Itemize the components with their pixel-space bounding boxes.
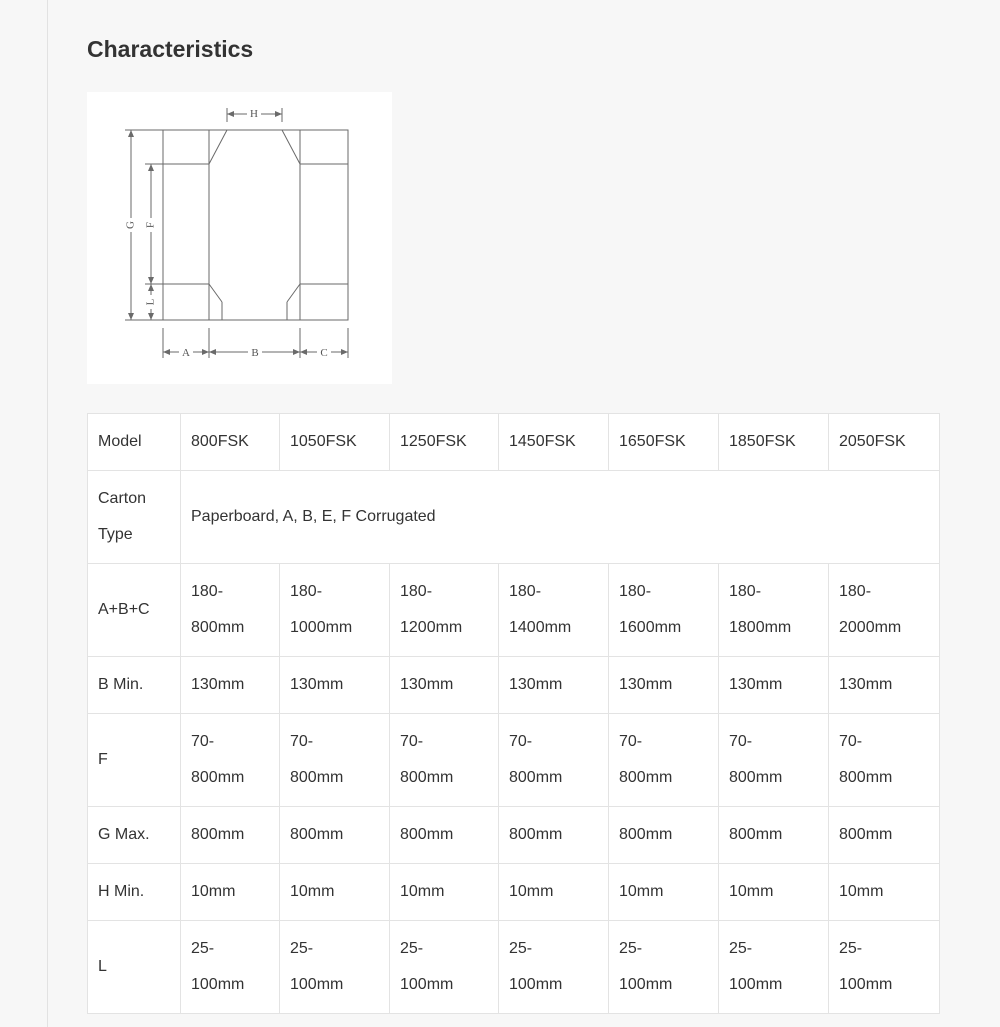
cell-text: 180- 2000mm: [839, 583, 902, 636]
table-cell: 10mm: [390, 864, 499, 921]
carton-outline: [163, 130, 348, 320]
row-label: L: [88, 921, 181, 1014]
table-cell: 800FSK: [181, 414, 280, 471]
cell-text: 25- 100mm: [729, 940, 783, 993]
cell-text: 180- 800mm: [191, 583, 245, 636]
table-row-g-max: [88, 807, 940, 864]
table-cell: 130mm: [719, 657, 829, 714]
dim-label-f: F: [144, 221, 157, 229]
table-cell: [719, 564, 829, 657]
row-label: F: [88, 714, 181, 807]
row-label: A+B+C: [88, 564, 181, 657]
table-cell: 130mm: [829, 657, 940, 714]
table-cell: [609, 714, 719, 807]
page-title: Characteristics: [87, 36, 254, 62]
table-cell: 10mm: [719, 864, 829, 921]
table-cell: 800mm: [390, 807, 499, 864]
row-label: [88, 471, 181, 564]
cell-text: 70- 800mm: [400, 733, 454, 786]
table-cell: [280, 921, 390, 1014]
table-cell: 800mm: [181, 807, 280, 864]
cell-text: 180- 1400mm: [509, 583, 572, 636]
carton-diagram-svg: [87, 92, 392, 384]
row-label: G Max.: [88, 807, 181, 864]
table-cell: 130mm: [181, 657, 280, 714]
row-label: Model: [88, 414, 181, 471]
dim-label-b: B: [251, 347, 259, 359]
cell-text: 180- 1800mm: [729, 583, 792, 636]
table-cell: [499, 714, 609, 807]
table-cell: 10mm: [280, 864, 390, 921]
cell-text: 180- 1000mm: [290, 583, 353, 636]
table-cell: [829, 714, 940, 807]
table-cell: 800mm: [609, 807, 719, 864]
row-label-text: Carton Type: [98, 490, 147, 543]
table-cell: [609, 564, 719, 657]
table-cell: [499, 564, 609, 657]
table-cell: 1850FSK: [719, 414, 829, 471]
table-cell: [719, 921, 829, 1014]
table-cell: 130mm: [390, 657, 499, 714]
table-row-h-min: [88, 864, 940, 921]
cell-text: 25- 100mm: [290, 940, 344, 993]
table-cell: [280, 714, 390, 807]
cell-text: 180- 1600mm: [619, 583, 682, 636]
table-cell: [181, 921, 280, 1014]
table-cell: [390, 564, 499, 657]
table-cell: 1250FSK: [390, 414, 499, 471]
table-cell: [609, 921, 719, 1014]
table-cell: 130mm: [280, 657, 390, 714]
cell-text: 70- 800mm: [191, 733, 245, 786]
cell-text: 70- 800mm: [729, 733, 783, 786]
table-cell: 800mm: [719, 807, 829, 864]
table-cell: [829, 564, 940, 657]
table-row-f: [88, 714, 940, 807]
cell-text: 25- 100mm: [191, 940, 245, 993]
spec-table: [87, 413, 940, 1014]
table-cell: [280, 564, 390, 657]
table-row-l: [88, 921, 940, 1014]
table-cell: [829, 921, 940, 1014]
table-cell: 10mm: [609, 864, 719, 921]
dim-label-h: H: [250, 108, 258, 120]
cell-text: 70- 800mm: [839, 733, 893, 786]
table-cell: 800mm: [829, 807, 940, 864]
dim-label-a: A: [182, 347, 190, 359]
left-rule: [47, 0, 48, 1027]
table-row-model: [88, 414, 940, 471]
table-cell-span: Paperboard, A, B, E, F Corrugated: [181, 471, 940, 564]
cell-text: 70- 800mm: [619, 733, 673, 786]
table-cell: 10mm: [181, 864, 280, 921]
cell-text: 25- 100mm: [619, 940, 673, 993]
cell-text: 70- 800mm: [290, 733, 344, 786]
table-cell: [181, 564, 280, 657]
carton-diagram: [87, 92, 392, 384]
cell-text: 180- 1200mm: [400, 583, 463, 636]
row-label: B Min.: [88, 657, 181, 714]
table-cell: 1450FSK: [499, 414, 609, 471]
dim-label-c: C: [320, 347, 328, 359]
cell-text: 25- 100mm: [839, 940, 893, 993]
table-cell: 10mm: [499, 864, 609, 921]
dim-label-l: L: [144, 298, 157, 306]
table-cell: 10mm: [829, 864, 940, 921]
dim-label-g: G: [124, 221, 137, 229]
table-cell: [390, 921, 499, 1014]
table-cell: [499, 921, 609, 1014]
table-row-b-min: [88, 657, 940, 714]
table-cell: 1650FSK: [609, 414, 719, 471]
table-cell: 130mm: [609, 657, 719, 714]
row-label: H Min.: [88, 864, 181, 921]
table-cell: 800mm: [280, 807, 390, 864]
table-cell: 2050FSK: [829, 414, 940, 471]
table-cell: 800mm: [499, 807, 609, 864]
table-row-abc: [88, 564, 940, 657]
cell-text: 25- 100mm: [400, 940, 454, 993]
cell-text: 70- 800mm: [509, 733, 563, 786]
table-cell: [181, 714, 280, 807]
table-row-carton-type: [88, 471, 940, 564]
cell-text: 25- 100mm: [509, 940, 563, 993]
table-cell: 1050FSK: [280, 414, 390, 471]
table-cell: 130mm: [499, 657, 609, 714]
table-cell: [719, 714, 829, 807]
table-cell: [390, 714, 499, 807]
